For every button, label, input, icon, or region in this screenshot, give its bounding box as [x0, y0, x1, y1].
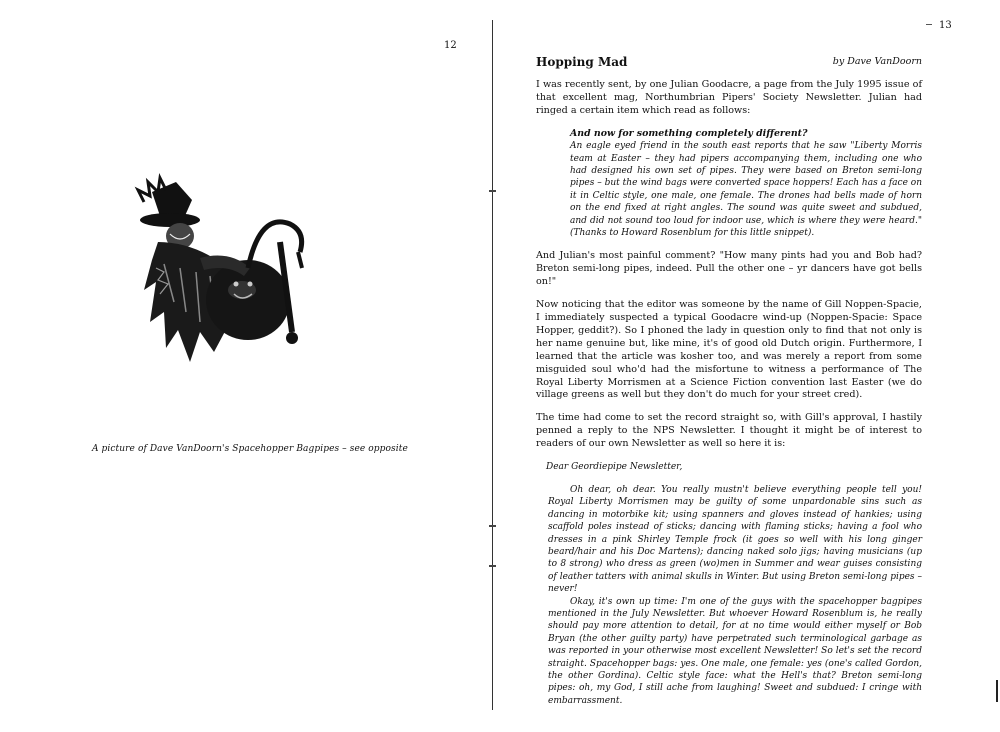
spacehopper-piper-illustration	[130, 172, 320, 382]
letter-body	[548, 484, 922, 707]
right-page-number: 13	[939, 20, 952, 31]
gutter-mark	[489, 190, 496, 192]
article-byline: by Dave VanDoorn	[832, 56, 922, 67]
paragraph-editor: Now noticing that the editor was someone by the name of Gill Noppen-Spacie, I immediately suspected a typical Goodacre wind-up (Noppen-Spacie: Space Hopper, geddit?). So I phoned the lady in question only to find that not only is her name genuine but, like mine, it's of good old Dutch origin. Furthermore, I learned that the article was kosher too, and was merely a report from some misguided soul who'd had the misfortune to witness a performance of The Royal Liberty Morrismen at a Science Fiction convention last Easter (we do village greens as well but they don't do much for your street cred).	[536, 299, 922, 401]
gutter-mark	[489, 525, 496, 527]
right-page	[497, 0, 1000, 732]
page-edge-mark	[926, 24, 932, 25]
left-page-number: 12	[444, 40, 457, 51]
paragraph-julian-comment: And Julian's most painful comment? "How many pints had you and Bob had? Breton semi-long pipes, indeed. Pull the other one – yr dancers have got bells on!"	[536, 250, 922, 288]
quoted-snippet	[570, 128, 922, 240]
letter-salutation: Dear Geordiepipe Newsletter,	[546, 462, 683, 473]
page-gutter	[492, 20, 493, 710]
page-edge-mark	[996, 680, 998, 702]
article-body	[536, 79, 922, 707]
left-page	[0, 0, 492, 732]
paragraph-intro: I was recently sent, by one Julian Goodacre, a page from the July 1995 issue of that excellent mag, Northumbrian Pipers' Society Newsletter. Julian had ringed a certain item which read as follows:	[536, 79, 922, 116]
letter-paragraph: Okay, it's own up time: I'm one of the guys with the spacehopper bagpipes mentioned in the July Newsletter. But whoever Howard Rosenblum is, he really should pay more attention to detail, for at no time would either myself or Bob Bryan (the other guilty party) have perpetrated such terminological garbage as was reported in your otherwise most excellent Newsletter! So let's set the record straight. Spacehopper bags: yes. One male, one female: yes (one's called Gordon, the other Gordina). Celtic style face: what the Hell's that? Breton semi-long pipes: oh, my God, I still ache from laughing! Sweet and subdued: I cringe with embarrassment.	[548, 596, 922, 706]
illustration-caption: A picture of Dave VanDoorn's Spacehopper Bagpipes – see opposite	[92, 444, 408, 454]
letter-paragraph: Oh dear, oh dear. You really mustn't believe everything people tell you! Royal Liberty Morrismen may be guilty of some unpardonable sins such as dancing in motorbike kit; using spanners and gloves instead of hankies; using scaffold poles instead of sticks; dancing with flaming sticks; having a fool who dresses in a pink Shirley Temple frock (it goes so well with his long ginger beard/hair and his Doc Martens); dancing naked solo jigs; having musicians (up to 8 strong) who dress as green (wo)men in Summer and wear guises consisting of leather tatters with animal skulls in Winter. But using Breton semi-long pipes – never!	[548, 484, 922, 595]
quote-heading: And now for something completely different?	[570, 127, 808, 139]
article-title: Hopping Mad	[536, 55, 628, 69]
quote-body: An eagle eyed friend in the south east reports that he saw "Liberty Morris team at Easter – they had pipers accompanying them, including one who had designed his own set of pipes. They were based on Breton semi-long pipes – but the wind bags were converted space hoppers! Each has a face on it in Celtic style, one male, one female. The drones had bells made of horn on the end fixed at right angles. The sound was quite sweet and subdued, and did not sound too loud for indoor use, which is where they were heard." (Thanks to Howard Rosenblum for this little snippet).	[570, 141, 922, 238]
paragraph-reply: The time had come to set the record straight so, with Gill's approval, I hastily penned a reply to the NPS Newsletter. I thought it might be of interest to readers of our own Newsletter as well so here it is:	[536, 412, 922, 450]
gutter-mark	[489, 565, 496, 567]
